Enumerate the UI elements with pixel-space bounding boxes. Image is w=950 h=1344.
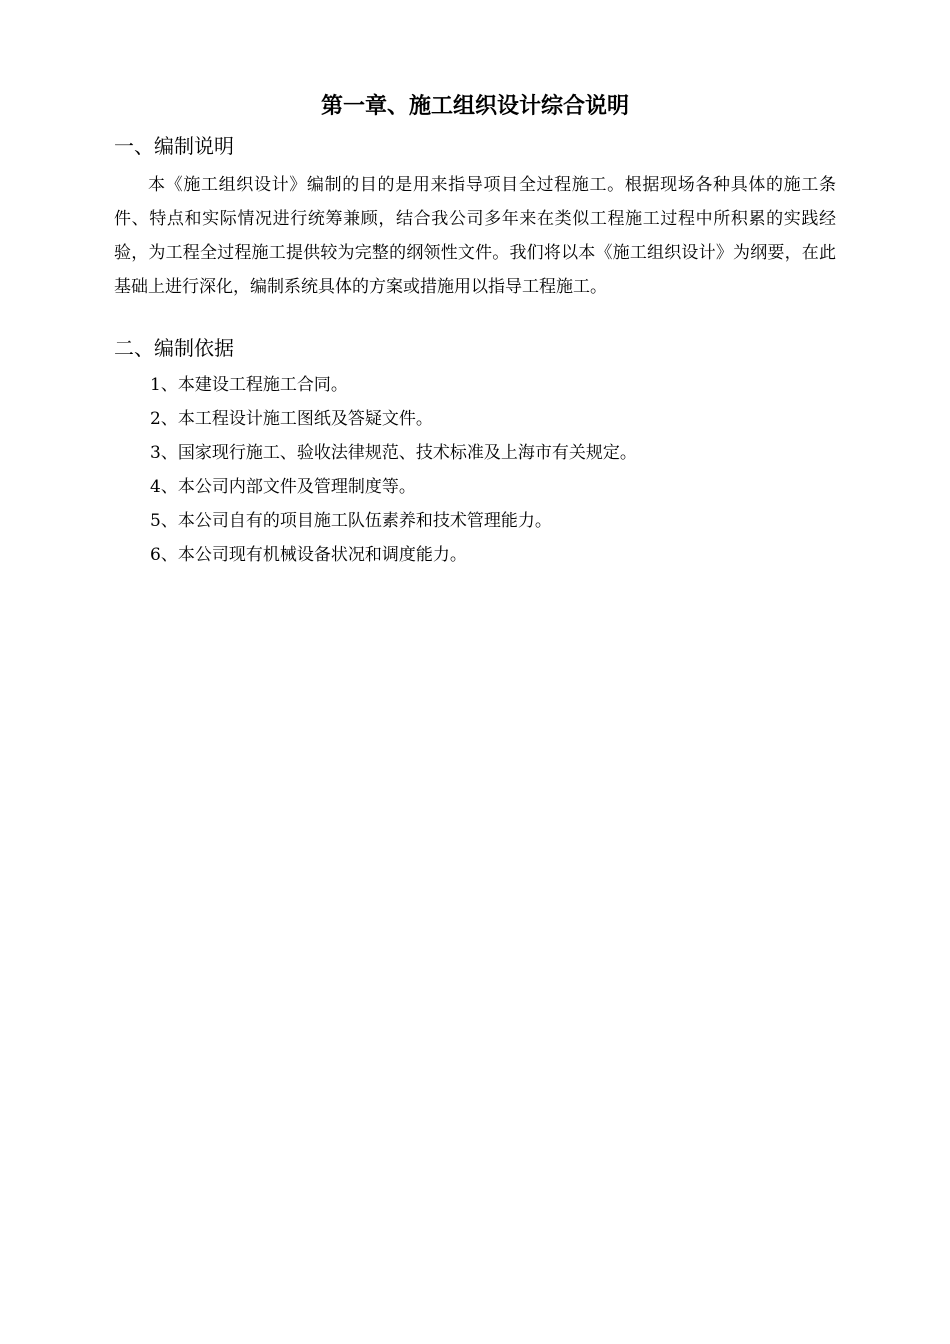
- compilation-basis-list: [150, 368, 637, 572]
- list-item: 3、国家现行施工、验收法律规范、技术标准及上海市有关规定。: [150, 443, 637, 463]
- list-item: 4、本公司内部文件及管理制度等。: [150, 477, 416, 497]
- chapter-title: 第一章、施工组织设计综合说明: [320, 93, 629, 119]
- list-item: 6、本公司现有机械设备状况和调度能力。: [150, 545, 467, 565]
- list-item: 2、本工程设计施工图纸及答疑文件。: [150, 409, 433, 429]
- list-item: 5、本公司自有的项目施工队伍素养和技术管理能力。: [150, 511, 552, 531]
- list-item: 1、本建设工程施工合同。: [150, 375, 348, 395]
- section-heading-compilation-basis: 二、编制依据: [114, 336, 234, 360]
- compilation-notes-paragraph: 本《施工组织设计》编制的目的是用来指导项目全过程施工。根据现场各种具体的施工条件、特点和实际情况进行统筹兼顾，结合我公司多年来在类似工程施工过程中所积累的实践经验，为工程全过程施工提供较为完整的纲领性文件。我们将以本《施工组织设计》为纲要，在此基础上进行深化，编制系统具体的方案或措施用以指导工程施工。: [114, 175, 836, 297]
- section-heading-compilation-notes: 一、编制说明: [114, 134, 234, 158]
